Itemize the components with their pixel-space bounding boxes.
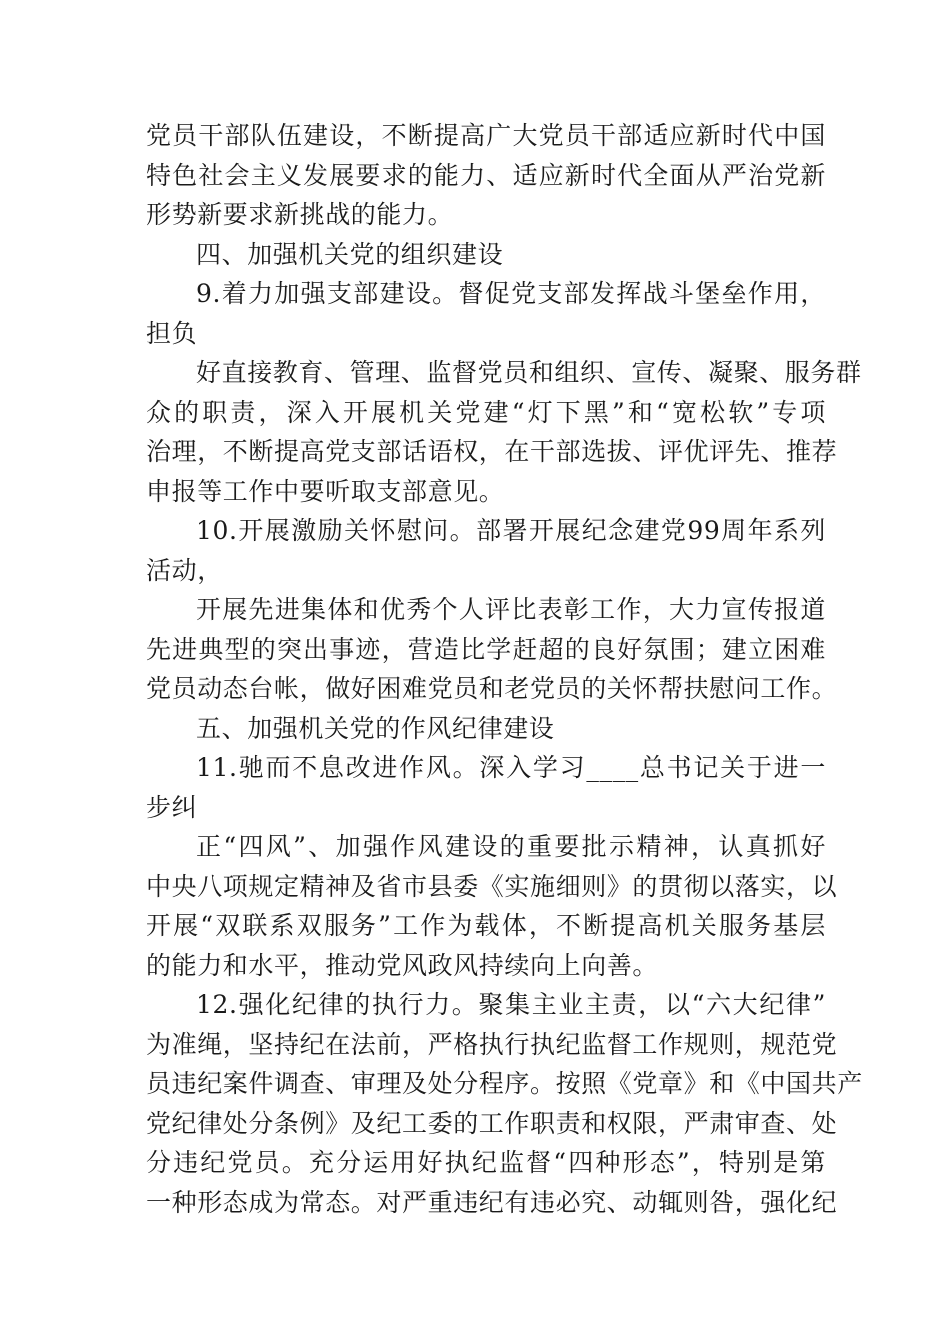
text-line: 党员干部队伍建设，不断提高广大党员干部适应新时代中国 bbox=[146, 121, 826, 150]
text-line: 形势新要求新挑战的能力。 bbox=[146, 200, 454, 229]
text-line: 党员动态台帐，做好困难党员和老党员的关怀帮扶慰问工作。 bbox=[146, 674, 838, 703]
text-line: 众的职责，深入开展机关党建“灯下黑”和“宽松软”专项 bbox=[146, 397, 826, 427]
text-line: 五、加强机关党的作风纪律建设 bbox=[196, 713, 555, 743]
text-line: 正“四风”、加强作风建设的重要批示精神，认真抓好 bbox=[196, 832, 826, 861]
text-line: 员违纪案件调查、审理及处分程序。按照《党章》和《中国共产 bbox=[146, 1069, 863, 1098]
text-line: 一种形态成为常态。对严重违纪有违必究、动辄则咎，强化纪 bbox=[146, 1187, 838, 1217]
text-line: 特色社会主义发展要求的能力、适应新时代全面从严治党新 bbox=[146, 160, 826, 190]
text-line: 分违纪党员。充分运用好执纪监督“四种形态”，特别是第 bbox=[146, 1148, 826, 1177]
text-line: 担负 bbox=[146, 318, 198, 348]
text-line: 好直接教育、管理、监督党员和组织、宣传、凝聚、服务群 bbox=[196, 358, 862, 387]
text-line: 先进典型的突出事迹，营造比学赶超的良好氛围；建立困难 bbox=[146, 634, 826, 664]
text-line: 中央八项规定精神及省市县委《实施细则》的贯彻以落实，以 bbox=[146, 871, 838, 901]
text-line: 步纠 bbox=[146, 792, 198, 822]
text-line: 开展先进集体和优秀个人评比表彰工作，大力宣传报道 bbox=[196, 595, 826, 624]
text-line: 11.驰而不息改进作风。深入学习____总书记关于进一 bbox=[196, 753, 826, 782]
text-line: 治理，不断提高党支部话语权，在干部选拔、评优评先、推荐 bbox=[146, 437, 838, 466]
text-line: 开展“双联系双服务”工作为载体，不断提高机关服务基层 bbox=[146, 911, 826, 940]
text-line: 四、加强机关党的组织建设 bbox=[196, 239, 504, 269]
text-line: 党纪律处分条例》及纪工委的工作职责和权限，严肃审查、处 bbox=[146, 1108, 838, 1138]
text-line: 为准绳，坚持纪在法前，严格执行执纪监督工作规则，规范党 bbox=[146, 1029, 838, 1059]
text-line: 10.开展激励关怀慰问。部署开展纪念建党99周年系列 bbox=[196, 516, 826, 545]
text-line: 活动， bbox=[146, 555, 223, 585]
text-line: 的能力和水平，推动党风政风持续向上向善。 bbox=[146, 950, 659, 980]
document-body bbox=[146, 116, 863, 1222]
text-line: 申报等工作中要听取支部意见。 bbox=[146, 476, 505, 506]
text-line: 12.强化纪律的执行力。聚集主业主责，以“六大纪律” bbox=[196, 990, 826, 1019]
text-line: 9.着力加强支部建设。督促党支部发挥战斗堡垒作用， bbox=[196, 279, 826, 308]
